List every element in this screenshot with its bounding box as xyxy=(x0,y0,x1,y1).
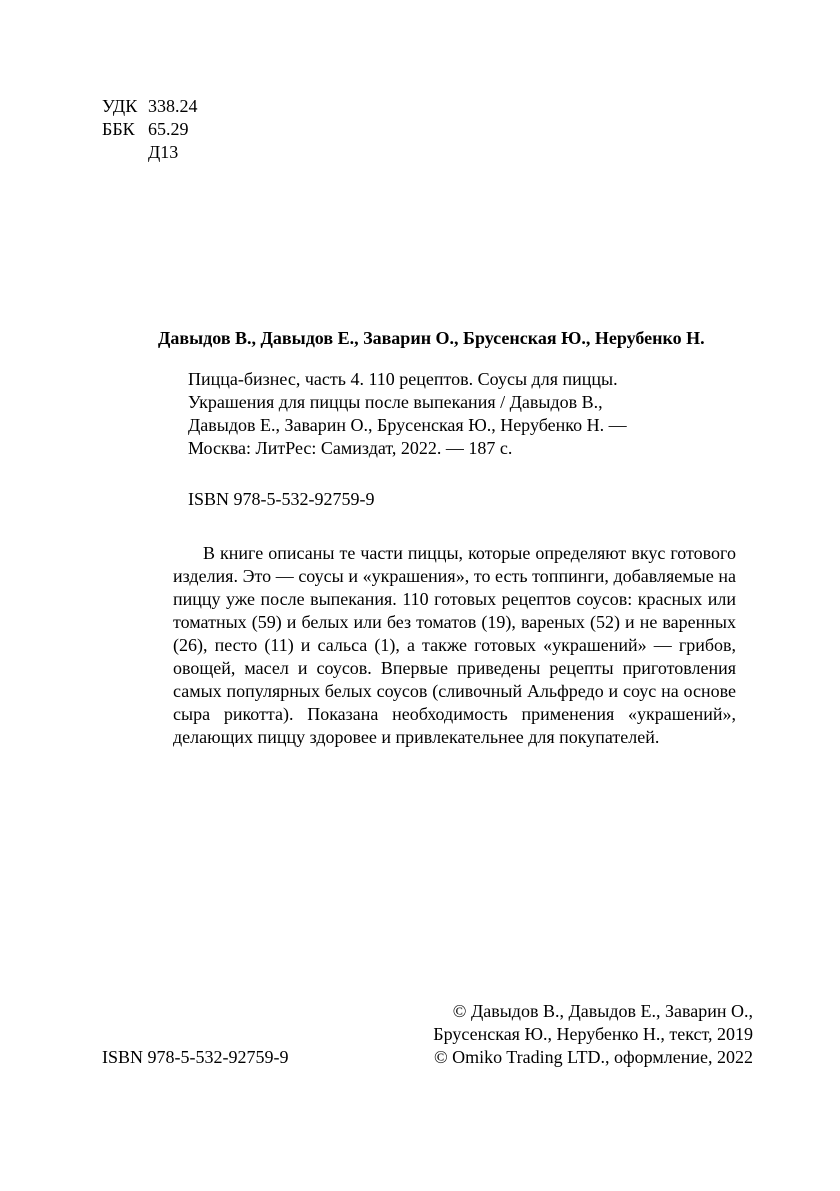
authors-heading: Давыдов В., Давыдов Е., Заварин О., Брусенская Ю., Нерубенко Н. xyxy=(158,328,705,348)
bbk-label: ББК xyxy=(102,119,135,139)
bibliography-line: Москва: ЛитРес: Самиздат, 2022. — 187 с. xyxy=(188,438,513,458)
annotation-paragraph: В книге описаны те части пиццы, которые определяют вкус готового изделия. Это — соусы и «украшения», то есть топпинги, добавляемые на пиццу уже после выпекания. 110 готовых рецептов соусов: красных или томатных (59) и белых или без томатов (19), вареных (52) и не варенных (26), песто (11) и сальса (1), а также готовых «украшений» — грибов, овощей, масел и соусов. Впервые приведены рецепты приготовления самых популярных белых соусов (сливочный Альфредо и соус на основе сыра рикотта). Показана необходимость применения «украшений», делающих пиццу здоровее и привлекательнее для покупателей. xyxy=(173,543,736,747)
bibliography-line: Украшения для пиццы после выпекания / Давыдов В., xyxy=(188,392,603,412)
isbn-bottom: ISBN 978-5-532-92759-9 xyxy=(102,1047,289,1067)
copyright-line: Брусенская Ю., Нерубенко Н., текст, 2019 xyxy=(433,1024,753,1044)
udk-label: УДК xyxy=(102,96,138,116)
udk-value: 338.24 xyxy=(148,96,198,116)
copyright-line: © Давыдов В., Давыдов Е., Заварин О., xyxy=(452,1001,753,1021)
bbk-row xyxy=(102,118,198,141)
classification-block xyxy=(102,95,198,164)
bbk-value: 65.29 xyxy=(148,119,189,139)
isbn-top: ISBN 978-5-532-92759-9 xyxy=(188,489,375,509)
bibliography-line: Пицца-бизнес, часть 4. 110 рецептов. Соусы для пиццы. xyxy=(188,369,618,389)
bibliography-line: Давыдов Е., Заварин О., Брусенская Ю., Нерубенко Н. — xyxy=(188,415,627,435)
author-mark: Д13 xyxy=(148,142,179,162)
bibliographic-description xyxy=(188,368,658,460)
author-mark-row xyxy=(102,141,198,164)
udk-row xyxy=(102,95,198,118)
copyright-line: © Omiko Trading LTD., оформление, 2022 xyxy=(433,1047,753,1067)
copyright-block xyxy=(433,1000,753,1069)
